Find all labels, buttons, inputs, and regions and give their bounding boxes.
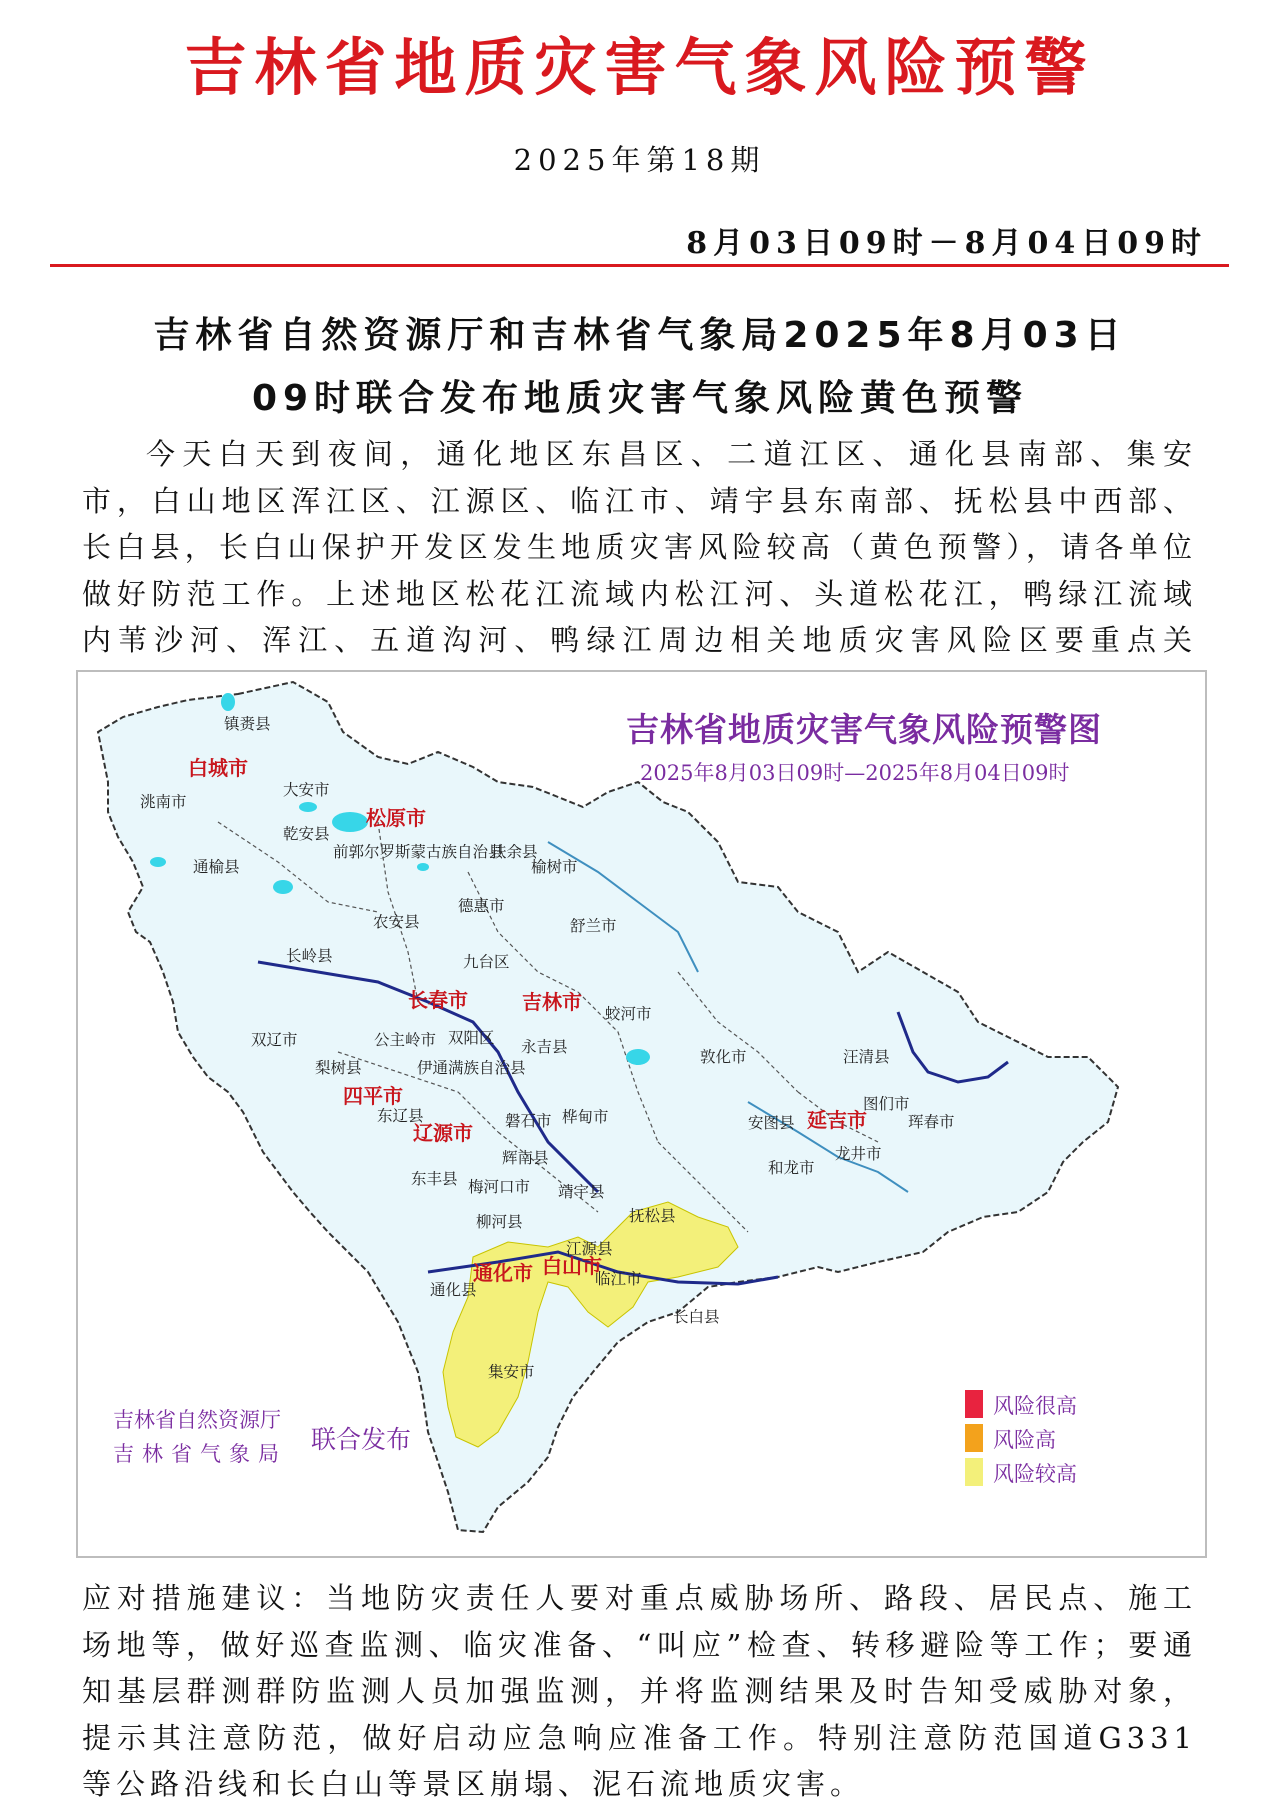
issue-number: 2025年第18期 (513, 143, 766, 177)
legend-swatch-relatively-high (965, 1458, 983, 1486)
page-title: 吉林省地质灾害气象风险预警 (184, 31, 1095, 104)
joint-release-label: 联合发布 (311, 1425, 412, 1454)
place-label: 汪清县 (843, 1048, 890, 1066)
place-label: 靖宇县 (558, 1183, 605, 1201)
city-label-baishan: 白山市 (542, 1254, 602, 1278)
city-label-songyuan: 松原市 (366, 806, 426, 830)
place-label: 和龙市 (768, 1159, 815, 1177)
map-title: 吉林省地质灾害气象风险预警图 (626, 710, 1102, 749)
place-label: 洮南市 (140, 793, 187, 811)
place-label: 前郭尔罗斯蒙古族自治县 (333, 843, 504, 861)
place-label: 图们市 (863, 1095, 910, 1113)
city-label-liaoyuan: 辽源市 (413, 1121, 473, 1145)
place-label: 长岭县 (286, 947, 333, 965)
place-label: 安图县 (748, 1114, 795, 1132)
legend-label: 风险较高 (993, 1462, 1077, 1486)
place-label: 双阳区 (448, 1029, 495, 1047)
place-label: 柳河县 (476, 1213, 523, 1231)
place-label: 梨树县 (315, 1059, 362, 1077)
place-label: 乾安县 (283, 825, 330, 843)
place-label: 蛟河市 (605, 1005, 652, 1023)
place-label: 伊通满族自治县 (417, 1059, 526, 1077)
place-label: 东丰县 (411, 1170, 458, 1188)
legend-label: 风险高 (993, 1428, 1056, 1452)
legend-swatch-very-high (965, 1390, 983, 1418)
place-label: 江源县 (566, 1240, 613, 1258)
place-label: 双辽市 (251, 1031, 298, 1049)
place-label: 辉南县 (502, 1149, 549, 1167)
place-label: 大安市 (283, 781, 330, 799)
headline-line-1: 吉林省自然资源厅和吉林省气象局2025年8月03日 (153, 315, 1127, 356)
place-label: 龙井市 (835, 1145, 882, 1163)
place-label: 九台区 (463, 953, 510, 971)
response-measures-paragraph: 应对措施建议：当地防灾责任人要对重点威胁场所、路段、居民点、施工场地等，做好巡查监测、临灾准备、“叫应”检查、转移避险等工作；要通知基层群测群防监测人员加强监测，并将监测结果及时告知受威胁对象，提示其注意防范，做好启动应急响应准备工作。特别注意防范国道G331等公路沿线和长白山等景区崩塌、泥石流地质灾害。 (82, 1581, 1197, 1801)
risk-map (76, 670, 1207, 1558)
place-label: 扶余县 (491, 843, 538, 861)
place-label: 集安市 (488, 1363, 535, 1381)
place-label: 珲春市 (908, 1113, 955, 1131)
map-period: 2025年8月03日09时—2025年8月04日09时 (640, 761, 1070, 785)
headline-line-2: 09时联合发布地质灾害气象风险黄色预警 (251, 378, 1029, 419)
place-label: 桦甸市 (562, 1108, 609, 1126)
place-label: 镇赉县 (224, 715, 271, 733)
city-label-siping: 四平市 (343, 1084, 403, 1108)
city-label-baicheng: 白城市 (188, 756, 248, 780)
warning-paragraph: 今天白天到夜间，通化地区东昌区、二道江区、通化县南部、集安市，白山地区浑江区、江源区、临江市、靖宇县东南部、抚松县中西部、长白县，长白山保护开发区发生地质灾害风险较高（黄色预警），请各单位做好防范工作。上述地区松花江流域内松江河、头道松花江，鸭绿江流域内苇沙河、浑江、五道沟河、鸭绿江周边相关地质灾害风险区要重点关 (82, 437, 1197, 657)
place-label: 抚松县 (629, 1207, 676, 1225)
place-label: 敦化市 (700, 1048, 747, 1066)
place-label: 农安县 (373, 913, 420, 931)
place-label: 永吉县 (521, 1038, 568, 1056)
publisher-meteorological: 吉林省气象局 (113, 1442, 287, 1466)
city-label-changchun: 长春市 (408, 988, 468, 1012)
legend-swatch-high (965, 1424, 983, 1452)
city-label-jilin: 吉林市 (522, 990, 582, 1014)
place-label: 舒兰市 (570, 917, 617, 935)
place-label: 德惠市 (458, 897, 505, 915)
place-label: 通榆县 (193, 858, 240, 876)
warning-period: 8月03日09时－8月04日09时 (686, 226, 1207, 261)
legend-label: 风险很高 (993, 1394, 1077, 1418)
place-label: 通化县 (430, 1281, 477, 1299)
place-label: 榆树市 (531, 858, 578, 876)
publisher-natural-resources: 吉林省自然资源厅 (113, 1408, 281, 1432)
city-label-yanji: 延吉市 (807, 1108, 867, 1132)
place-label: 长白县 (673, 1308, 720, 1326)
title-divider (50, 264, 1229, 267)
place-label: 临江市 (595, 1270, 642, 1288)
place-label: 公主岭市 (374, 1031, 437, 1049)
place-label: 磐石市 (505, 1112, 552, 1130)
place-label: 梅河口市 (468, 1178, 531, 1196)
place-label: 东辽县 (377, 1107, 424, 1125)
city-label-tonghua: 通化市 (473, 1261, 533, 1285)
